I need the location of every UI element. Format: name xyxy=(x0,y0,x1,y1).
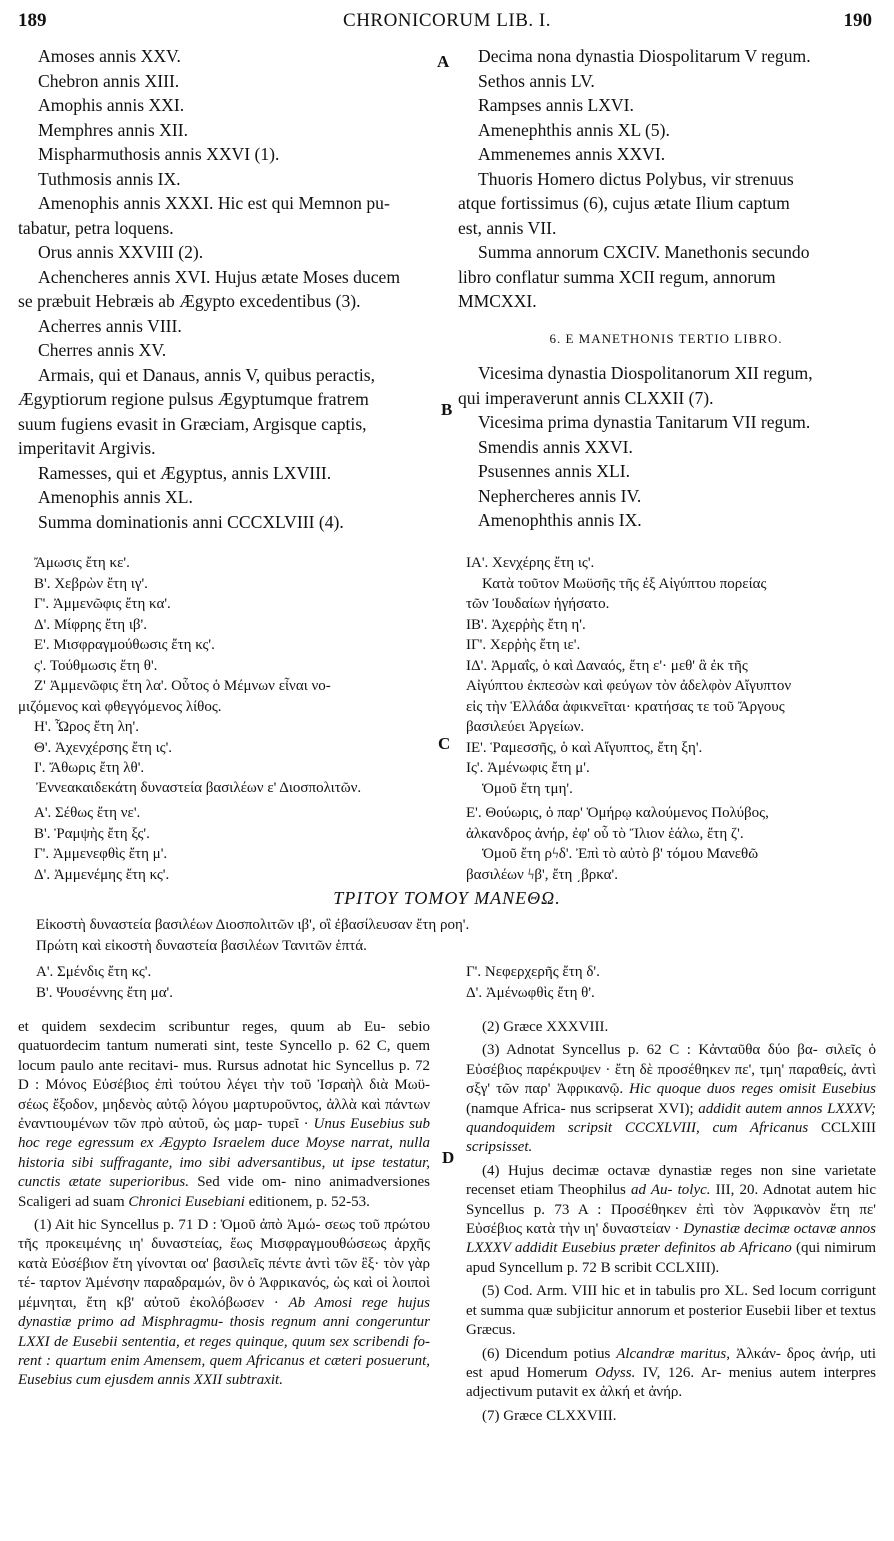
footnote-paragraph xyxy=(466,1282,876,1340)
note-text: (3) Adnotat Syncellus p. 62 C : Κἀνταῦθα δύο βα- xyxy=(482,1042,818,1059)
note-text: (5) Cod. Arm. VIII hic et in tabulis pro XL. Sed xyxy=(482,1283,775,1300)
italic-text: Alcandræ maritus, xyxy=(616,1345,730,1362)
greek-text-line: Α'. Σέθως ἔτη νε'. xyxy=(34,805,141,821)
latin-text-line: Tuthmosis annis IX. xyxy=(38,168,181,189)
note-text: IV, 126. Ar- xyxy=(635,1364,722,1381)
latin-text-line: imperitavit Argivis. xyxy=(18,438,156,458)
latin-text-line: Armais, qui et Danaus, annis V, quibus peractis, xyxy=(38,364,376,385)
note-text: III, 20. Adnotat autem hic Syncellus p. 73 xyxy=(466,1182,877,1218)
note-text: δρος ἀνήρ, uti est apud Homerum xyxy=(466,1345,876,1381)
italic-text: Ægypto Israelem duce Moyse narrat, nulla historia xyxy=(18,1135,430,1171)
latin-text-line: Amoses annis XXV. xyxy=(38,46,181,66)
greek-book3-right xyxy=(466,962,876,1003)
latin-text-line: tabatur, petra loquens. xyxy=(18,217,174,238)
footnote-paragraph xyxy=(466,1162,876,1278)
latin-text-line: Rampses annis LXVI. xyxy=(478,95,634,115)
footnote-paragraph xyxy=(466,1018,876,1037)
margin-letter-d: D xyxy=(442,1148,455,1167)
greek-text-line: ΙΒ'. Ἀχερῥὴς ἔτη η'. xyxy=(466,616,586,633)
latin-text-line: Cherres annis XV. xyxy=(38,340,167,360)
italic-text: Odyss. xyxy=(594,1364,636,1381)
footnotes-right-column xyxy=(466,1018,876,1426)
note-text: et posterior Eusebii liber et textus Græcus. xyxy=(466,1302,877,1339)
latin-text-line: Ammenemes annis XXVI. xyxy=(478,144,666,164)
note-text: Εὐσέβιος ἐπὶ τούτου λέγει τὴν τοῦ Ἰσραὴλ διὰ Μωϋ- xyxy=(92,1077,431,1094)
latin-text-line: Chebron annis XIII. xyxy=(38,70,180,91)
note-text: et ἀνήρ. xyxy=(633,1384,683,1401)
greek-text-line: Ὁμοῦ ἔτη τμη'. xyxy=(482,780,573,797)
book3-heading: ΤΡΙΤΟΥ ΤΟΜΟΥ ΜΑΝΕΘΩ. xyxy=(333,888,561,908)
greek-text-line: Ις'. Ἀμένωφις ἔτη μ'. xyxy=(466,760,590,776)
latin-text-line: Decima nona dynastia Diospolitarum V regum. xyxy=(478,46,811,66)
greek-text-line: Ι'. Ἄθωρις ἔτη λθ'. xyxy=(34,760,145,776)
note-text: ἕως Μισφραγμουθώσεως ἀρχῆς κατὰ Εὐσέβιον ἔτη xyxy=(18,1236,431,1272)
latin-text-line: Summa annorum CXCIV. Manethonis secundo xyxy=(478,242,810,262)
greek-text-line: Κατὰ τοῦτον Μωϋσῆς τῆς ἐξ Αἰγύπτου πορείας xyxy=(482,575,767,592)
latin-text-line: Amenophthis annis IX. xyxy=(478,510,642,530)
greek-book3-left xyxy=(36,962,436,1003)
latin-text-line: MMCXXI. xyxy=(458,291,537,311)
latin-text-line: Smendis annis XXVI. xyxy=(478,436,633,457)
running-title: CHRONICORUM LIB. I. xyxy=(343,10,551,31)
greek-text-line: Η'. Ὧρος ἔτη λη'. xyxy=(34,719,140,735)
latin-text-line: Psusennes annis XLI. xyxy=(478,461,630,481)
greek-text-line: βασιλεύει Ἀργείων. xyxy=(466,719,585,735)
latin-text-line: se præbuit Hebræis ab Ægypto excedentibus (3). xyxy=(18,291,361,311)
note-text: σέως ἔξοδον, μηδενὸς αὐτῷ λόγου μαρτυροῦντος, ἀλλὰ xyxy=(18,1096,357,1113)
latin-right-column-book3 xyxy=(458,361,874,533)
greek-text-line: Α'. Σμένδις ἔτη κς'. xyxy=(36,964,152,980)
italic-text: Africano xyxy=(739,1240,792,1257)
note-text: σιλεῖς ὁ Εὐσέβιος παρέκρυψεν · ἔτη δὲ προσέθηκεν xyxy=(466,1042,877,1078)
latin-text-line: Amenophis annis XL. xyxy=(38,487,193,507)
latin-text-line: Thuoris Homero dictus Polybus, vir strenuus xyxy=(478,168,794,189)
italic-text: ad Au- xyxy=(631,1182,673,1199)
italic-text: annos LXXXV addidit Eusebius præter definitos ab xyxy=(466,1221,876,1257)
page-number-right: 190 xyxy=(843,10,872,31)
italic-text: thosis regnum anni congeruntur LXXI de Eusebii xyxy=(18,1314,431,1350)
greek-text-line: Ἄμωσις ἔτη κε'. xyxy=(34,555,130,571)
greek-text-line: ΙΔ'. Ἀρμαΐς, ὁ καὶ Δαναός, ἔτη ε'· μεθ' ἃ ἐκ τῆς xyxy=(466,657,748,674)
note-text: sebio quatuordecim tantum numerati sint, teste xyxy=(18,1019,431,1055)
italic-text: sibi suffragante, imo sibi adversantibus, ut ipse xyxy=(71,1154,376,1171)
latin-text-line: Mispharmuthosis annis XXVI (1). xyxy=(38,144,280,164)
latin-text-line: Amenephthis annis XL (5). xyxy=(478,119,670,140)
footnote-paragraph xyxy=(466,1041,876,1157)
note-text: (qui nimirum apud Syncellum p. 72 B xyxy=(466,1240,876,1276)
running-header xyxy=(0,10,894,38)
greek-text-line: μιζόμενος καὶ φθεγγόμενος λίθος. xyxy=(18,698,222,715)
italic-text: subtraxit. xyxy=(225,1372,283,1389)
italic-text: cæteri posuerunt, Eusebius cum ejusdem annis XXII xyxy=(18,1352,431,1389)
note-text: nus scripserat XVI); xyxy=(570,1100,699,1117)
latin-text-line: Memphres annis XII. xyxy=(38,119,189,140)
italic-text: Ab Amosi rege hujus dynastiæ primo ad Misphragmu- xyxy=(18,1294,430,1331)
latin-text-line: libro conflatur summa XCII regum, annorum xyxy=(458,266,776,287)
footnote-paragraph xyxy=(466,1407,876,1426)
latin-text-line: suum fugiens evasit in Græciam, Argisque captis, xyxy=(18,413,367,434)
latin-text-line: Amophis annis XXI. xyxy=(38,95,185,115)
italic-text: quandoquidem scripsit CCCXLVIII, cum Africanus xyxy=(466,1120,809,1137)
greek-text-line: ς'. Τούθμωσις ἔτη θ'. xyxy=(34,657,158,674)
note-text: scribit CCLXIII). xyxy=(614,1259,720,1276)
italic-text: Hic xyxy=(629,1081,651,1098)
latin-text-line: Achencheres annis XVI. Hujus ætate Moses ducem xyxy=(38,266,401,287)
greek-text-line: Αἰγύπτου ἐκπεσὼν καὶ φεύγων τὸν ἀδελφὸν Αἴγυπτον xyxy=(466,678,792,694)
italic-text: addidit autem annos LXXXV; xyxy=(698,1100,877,1117)
note-text: mus. Rursus adnotat hic Syncellus p. 72 D : Μόνος xyxy=(18,1057,430,1094)
greek-text-line: ἀλκανδρος ἀνήρ, ἐφ' οὗ τὸ Ἴλιον ἑάλω, ἔτη ζ'. xyxy=(466,825,744,842)
note-text: τυρεῖ · xyxy=(267,1116,314,1133)
greek-text-line: Γ'. Νεφερχερῆς ἔτη δ'. xyxy=(466,964,600,980)
note-text: ταρτον Ἀμένσην παραδραμών, ὃν ὁ Ἀφρικανός, ὡς xyxy=(39,1275,350,1292)
margin-letter-c: C xyxy=(438,734,451,753)
note-text: κατὰ τὴν ιη' δυναστείαν · xyxy=(526,1221,684,1238)
footnote-paragraph xyxy=(18,1018,430,1212)
greek-text-line: Ὁμοῦ ἔτη ρϟδ'. Ἐπὶ τὸ αὐτὸ β' τόμου Μανεθῶ xyxy=(482,846,759,862)
note-text: γίνονται οα' βασιλεῖς πέντε ἀντὶ τῶν ἓξ· τὸν γὰρ τέ- xyxy=(18,1255,430,1292)
latin-text-line: est, annis VII. xyxy=(458,217,557,238)
greek-text-line: Β'. Ψουσέννης ἔτη μα'. xyxy=(36,984,173,1001)
italic-text: Unus Eusebius sub hoc rege egressum ex xyxy=(18,1116,431,1152)
latin-text-line: Acherres annis VIII. xyxy=(38,315,182,336)
greek-text-line: ΙΕ'. Ῥαμεσσῆς, ὁ καὶ Αἴγυπτος, ἔτη ξη'. xyxy=(466,739,703,756)
greek-text-line: Δ'. Ἀμένωφθὶς ἔτη θ'. xyxy=(466,984,595,1001)
greek-text-line: Δ'. Μίφρης ἔτη ιβ'. xyxy=(34,616,147,633)
note-text: (7) Græce CLXXVIII. xyxy=(482,1407,617,1424)
latin-text-line: Vicesima prima dynastia Tanitarum VII regum. xyxy=(478,412,811,432)
italic-text: Chronici xyxy=(128,1193,182,1210)
note-text: καὶ πάντων ἐναντιουμένων τῶν πρὸ αὐτοῦ, ὡς μαρ- xyxy=(18,1096,431,1133)
note-text: Sed vide om- xyxy=(189,1174,287,1191)
note-text: CCLXIII xyxy=(821,1120,876,1137)
note-text: et quidem sexdecim scribuntur reges, quum ab Eu- xyxy=(18,1019,386,1035)
page-number-left: 189 xyxy=(18,10,47,31)
margin-letter-b: B xyxy=(441,400,453,419)
italic-text: Eusebiani xyxy=(184,1193,245,1210)
latin-text-line: Ægyptiorum regione pulsus Ægyptumque fratrem xyxy=(18,389,369,409)
greek-text-line: Γ'. Ἀμμενῶφις ἔτη κα'. xyxy=(34,596,171,612)
note-text: nino animadversiones Scaligeri ad suam xyxy=(18,1174,431,1210)
latin-text-line: Orus annis XXVIII (2). xyxy=(38,242,204,262)
italic-text: sententia, et reges quinque, quum sex scribendi fo- xyxy=(121,1333,431,1350)
footnotes-left-column xyxy=(18,1018,430,1391)
greek-text-line: Πρώτη καὶ εἰκοστὴ δυναστεία βασιλέων Τανιτῶν ἑπτά. xyxy=(36,937,367,954)
greek-text-line: Δ'. Ἀμμενέμης ἔτη κς'. xyxy=(34,866,170,883)
latin-text-line: Ramesses, qui et Ægyptus, annis LXVIII. xyxy=(38,462,332,483)
greek-dynasty19-right xyxy=(466,803,876,885)
note-text: menius autem interpres adjectivum putavit ex ἀλκή xyxy=(466,1364,877,1401)
footnote-paragraph xyxy=(18,1216,430,1391)
note-text: σεως τοῦ πρώτου τῆς προκειμένης ιη' δυναστείας, xyxy=(18,1217,431,1253)
latin-text-line: Amenophis annis XXXI. Hic est qui Memnon pu- xyxy=(38,193,390,213)
greek-text-line: Β'. Χεβρὼν ἔτη ιγ'. xyxy=(34,575,148,592)
note-text: (2) Græce XXXVIII. xyxy=(482,1019,609,1035)
note-text: sine varietate recenset etiam Theophilus xyxy=(466,1162,876,1199)
italic-text: scripsisset. xyxy=(466,1139,533,1156)
italic-text: rent : quartum enim Amensem, quem Africanus et xyxy=(18,1352,320,1369)
greek-text-line: Ζ' Ἀμμενῶφις ἔτη λα'. Οὗτος ὁ Μέμνων εἶναι νο- xyxy=(34,678,331,694)
latin-text-line: Summa dominationis anni CCCXLVIII (4). xyxy=(38,511,344,532)
note-text: Syncello p. 62 C, quem locum paulo ante recitavi- xyxy=(18,1038,431,1074)
note-text: πε', τμη' παραθείς, ἀντὶ σξγ' τῶν παρ' Ἀφρικανῷ. xyxy=(466,1061,877,1098)
margin-letter-a: A xyxy=(437,52,450,71)
note-text: (6) Dicendum potius xyxy=(482,1345,617,1362)
greek-dynasty19-heading: Ἐννεακαιδεκάτη δυναστεία βασιλέων ε' Διοσπολιτῶν. xyxy=(36,780,362,796)
greek-text-line: ΙΑ'. Χενχέρης ἔτη ις'. xyxy=(466,555,595,571)
note-text: locum corrigunt et summa quæ subjicitur annorum xyxy=(466,1283,877,1319)
greek-left-column xyxy=(18,553,430,779)
greek-text-line: Ε'. Θούωρις, ὁ παρ' Ὁμήρῳ καλούμενος Πολύβος, xyxy=(466,805,769,821)
latin-text-line: Nephercheres annis IV. xyxy=(478,485,642,506)
latin-text-line: atque fortissimus (6), cujus ætate Ilium captum xyxy=(458,193,790,213)
greek-text-line: Ε'. Μισφραγμούθωσις ἔτη κς'. xyxy=(34,637,215,653)
latin-right-column-book2 xyxy=(458,44,874,314)
note-text: (1) Ait hic Syncellus p. 71 D : Ὁμοῦ ἀπὸ Ἀμώ- xyxy=(34,1217,321,1234)
greek-text-line: βασιλέων ϟβ', ἔτη ͵βρκα'. xyxy=(466,866,618,883)
note-text: editionem, p. 52-53. xyxy=(244,1193,370,1210)
italic-text: quoque duos reges omisit Eusebius xyxy=(656,1081,877,1098)
latin-text-line: Vicesima dynastia Diospolitanorum XII regum, xyxy=(478,363,813,383)
greek-dynasty19-left xyxy=(18,803,430,885)
italic-text: Dynastiæ decimæ octavæ xyxy=(683,1221,837,1238)
footnote-paragraph xyxy=(466,1345,876,1403)
latin-text-line: qui imperaverunt annis CLXXII (7). xyxy=(458,387,714,408)
note-text: (4) Hujus decimæ octavæ dynastiæ reges non xyxy=(482,1162,784,1179)
note-text: (namque Africa- xyxy=(466,1100,566,1117)
greek-text-line: εἰς τὴν Ἑλλάδα ἀφικνεῖται· κρατήσας τε τοῦ Ἄργους xyxy=(466,698,785,715)
greek-text-line: Γ'. Ἀμμενεφθὶς ἔτη μ'. xyxy=(34,846,168,862)
italic-text: testatur, cunctis ætate superioribus. xyxy=(18,1154,431,1191)
greek-text-line: Εἰκοστὴ δυναστεία βασιλέων Διοσπολιτῶν ιβ', οἳ ἐβασίλευσαν ἔτη ροη'. xyxy=(36,917,470,933)
greek-text-line: Β'. Ῥαμψὴς ἔτη ξς'. xyxy=(34,825,150,842)
section-heading: 6. E MANETHONIS TERTIO LIBRO. xyxy=(549,331,783,346)
italic-text: tolyc. xyxy=(677,1182,711,1199)
greek-text-line: ΙΓ'. Χερῥὴς ἔτη ιε'. xyxy=(466,637,581,653)
greek-right-column xyxy=(466,553,876,799)
greek-text-line: τῶν Ἰουδαίων ἡγήσατο. xyxy=(466,596,610,612)
note-text: Ἀλκάν- xyxy=(729,1345,781,1362)
latin-text-line: Sethos annis LV. xyxy=(478,70,595,91)
greek-book3-intro xyxy=(36,915,876,956)
greek-text-line: Θ'. Ἀχενχέρσης ἔτη ις'. xyxy=(34,739,173,756)
note-text: A : Προσέθηκεν ἐπὶ τὸν Ἀφρικανὸν ἔτη πε' Εὐσέβιος xyxy=(466,1201,876,1238)
latin-left-column xyxy=(18,44,430,534)
note-text: καὶ οἱ λοιποὶ μέμνηται, ἔτη κβ' αὐτοῦ ἐκολόβωσεν · xyxy=(18,1275,431,1311)
